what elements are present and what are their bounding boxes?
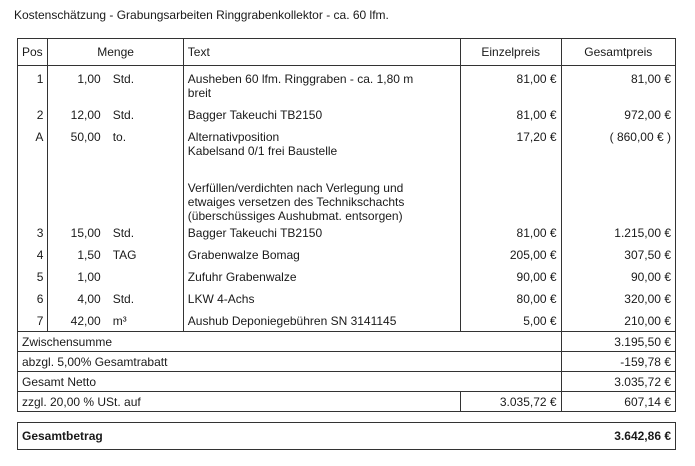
zwischensumme-value: 3.195,50 € (561, 332, 675, 352)
row-text: Zufuhr Grabenwalze (183, 269, 460, 285)
table-row (18, 269, 676, 285)
row-text-line: etwaiges versetzen des Technikschachts (187, 195, 405, 209)
row-qty: 12,00 (48, 107, 107, 123)
table-row (18, 66, 676, 102)
row-pos: 6 (18, 291, 48, 307)
table-row (18, 129, 676, 159)
row-unit: Std. (107, 66, 184, 102)
table-row (18, 224, 676, 241)
row-text-line: Ausheben 60 lfm. Ringgraben - ca. 1,80 m (187, 72, 414, 86)
row-text (183, 66, 460, 102)
table-header-row (18, 39, 676, 66)
table-row (18, 291, 676, 307)
rabatt-label: abzgl. 5,00% Gesamtrabatt (18, 352, 562, 372)
row-einzelpreis: 205,00 € (460, 247, 561, 263)
row-einzelpreis: 17,20 € (460, 129, 561, 159)
header-menge: Menge (48, 39, 183, 66)
row-text-line: Alternativposition (187, 130, 280, 144)
table-row-description (18, 159, 676, 224)
zwischensumme-label: Zwischensumme (18, 332, 562, 352)
netto-label: Gesamt Netto (18, 372, 562, 392)
total-label: Gesamtbetrag (18, 423, 562, 450)
row-qty: 15,00 (48, 224, 107, 241)
row-gesamtpreis: 1.215,00 € (561, 224, 675, 241)
row-qty: 42,00 (48, 313, 107, 332)
row-text: Aushub Deponiegebühren SN 3141145 (183, 313, 460, 332)
row-pos: 3 (18, 224, 48, 241)
row-gesamtpreis: 90,00 € (561, 269, 675, 285)
row-text: Bagger Takeuchi TB2150 (183, 224, 460, 241)
ust-value: 607,14 € (561, 392, 675, 412)
row-text-line: (überschüssiges Aushubmat. entsorgen) (187, 209, 403, 223)
ust-label: zzgl. 20,00 % USt. auf (18, 392, 461, 412)
row-unit: m³ (107, 313, 184, 332)
summary-row-total (18, 423, 676, 450)
summary-row-zwischensumme (18, 332, 676, 352)
row-text: LKW 4-Achs (183, 291, 460, 307)
summary-row-netto (18, 372, 676, 392)
cost-estimate-table (17, 38, 676, 450)
row-pos: 2 (18, 107, 48, 123)
row-pos: 5 (18, 269, 48, 285)
row-qty: 1,00 (48, 66, 107, 102)
row-text-line: breit (187, 86, 212, 100)
summary-row-ust (18, 392, 676, 412)
ust-base: 3.035,72 € (460, 392, 561, 412)
row-einzelpreis: 81,00 € (460, 66, 561, 102)
table-row (18, 247, 676, 263)
row-pos: 1 (18, 66, 48, 102)
total-value: 3.642,86 € (561, 423, 675, 450)
row-gesamtpreis: 81,00 € (561, 66, 675, 102)
row-pos: A (18, 129, 48, 159)
row-unit: Std. (107, 224, 184, 241)
row-pos: 4 (18, 247, 48, 263)
row-unit: Std. (107, 107, 184, 123)
row-text: Grabenwalze Bomag (183, 247, 460, 263)
document-title: Kostenschätzung - Grabungsarbeiten Ringgrabenkollektor - ca. 60 lfm. (14, 8, 389, 22)
row-unit: to. (107, 129, 184, 159)
summary-row-rabatt (18, 352, 676, 372)
row-qty: 4,00 (48, 291, 107, 307)
row-einzelpreis: 5,00 € (460, 313, 561, 332)
row-einzelpreis: 81,00 € (460, 107, 561, 123)
row-qty: 1,50 (48, 247, 107, 263)
rabatt-value: -159,78 € (561, 352, 675, 372)
row-qty: 1,00 (48, 269, 107, 285)
row-unit: Std. (107, 291, 184, 307)
row-gesamtpreis: 210,00 € (561, 313, 675, 332)
row-einzelpreis: 81,00 € (460, 224, 561, 241)
row-text-line: Kabelsand 0/1 frei Baustelle (187, 144, 338, 158)
netto-value: 3.035,72 € (561, 372, 675, 392)
header-einzelpreis: Einzelpreis (460, 39, 561, 66)
row-pos: 7 (18, 313, 48, 332)
row-text (183, 159, 460, 224)
header-gesamtpreis: Gesamtpreis (561, 39, 675, 66)
row-qty: 50,00 (48, 129, 107, 159)
row-gesamtpreis: 307,50 € (561, 247, 675, 263)
header-pos: Pos (18, 39, 48, 66)
table-row (18, 107, 676, 123)
row-text (183, 129, 460, 159)
header-text: Text (183, 39, 460, 66)
row-einzelpreis: 90,00 € (460, 269, 561, 285)
row-gesamtpreis: 320,00 € (561, 291, 675, 307)
row-unit: TAG (107, 247, 184, 263)
row-gesamtpreis: 972,00 € (561, 107, 675, 123)
row-text: Bagger Takeuchi TB2150 (183, 107, 460, 123)
row-unit (107, 269, 184, 285)
table-row (18, 313, 676, 332)
row-gesamtpreis: ( 860,00 € ) (561, 129, 675, 159)
row-einzelpreis: 80,00 € (460, 291, 561, 307)
row-text-line: Verfüllen/verdichten nach Verlegung und (187, 181, 404, 195)
